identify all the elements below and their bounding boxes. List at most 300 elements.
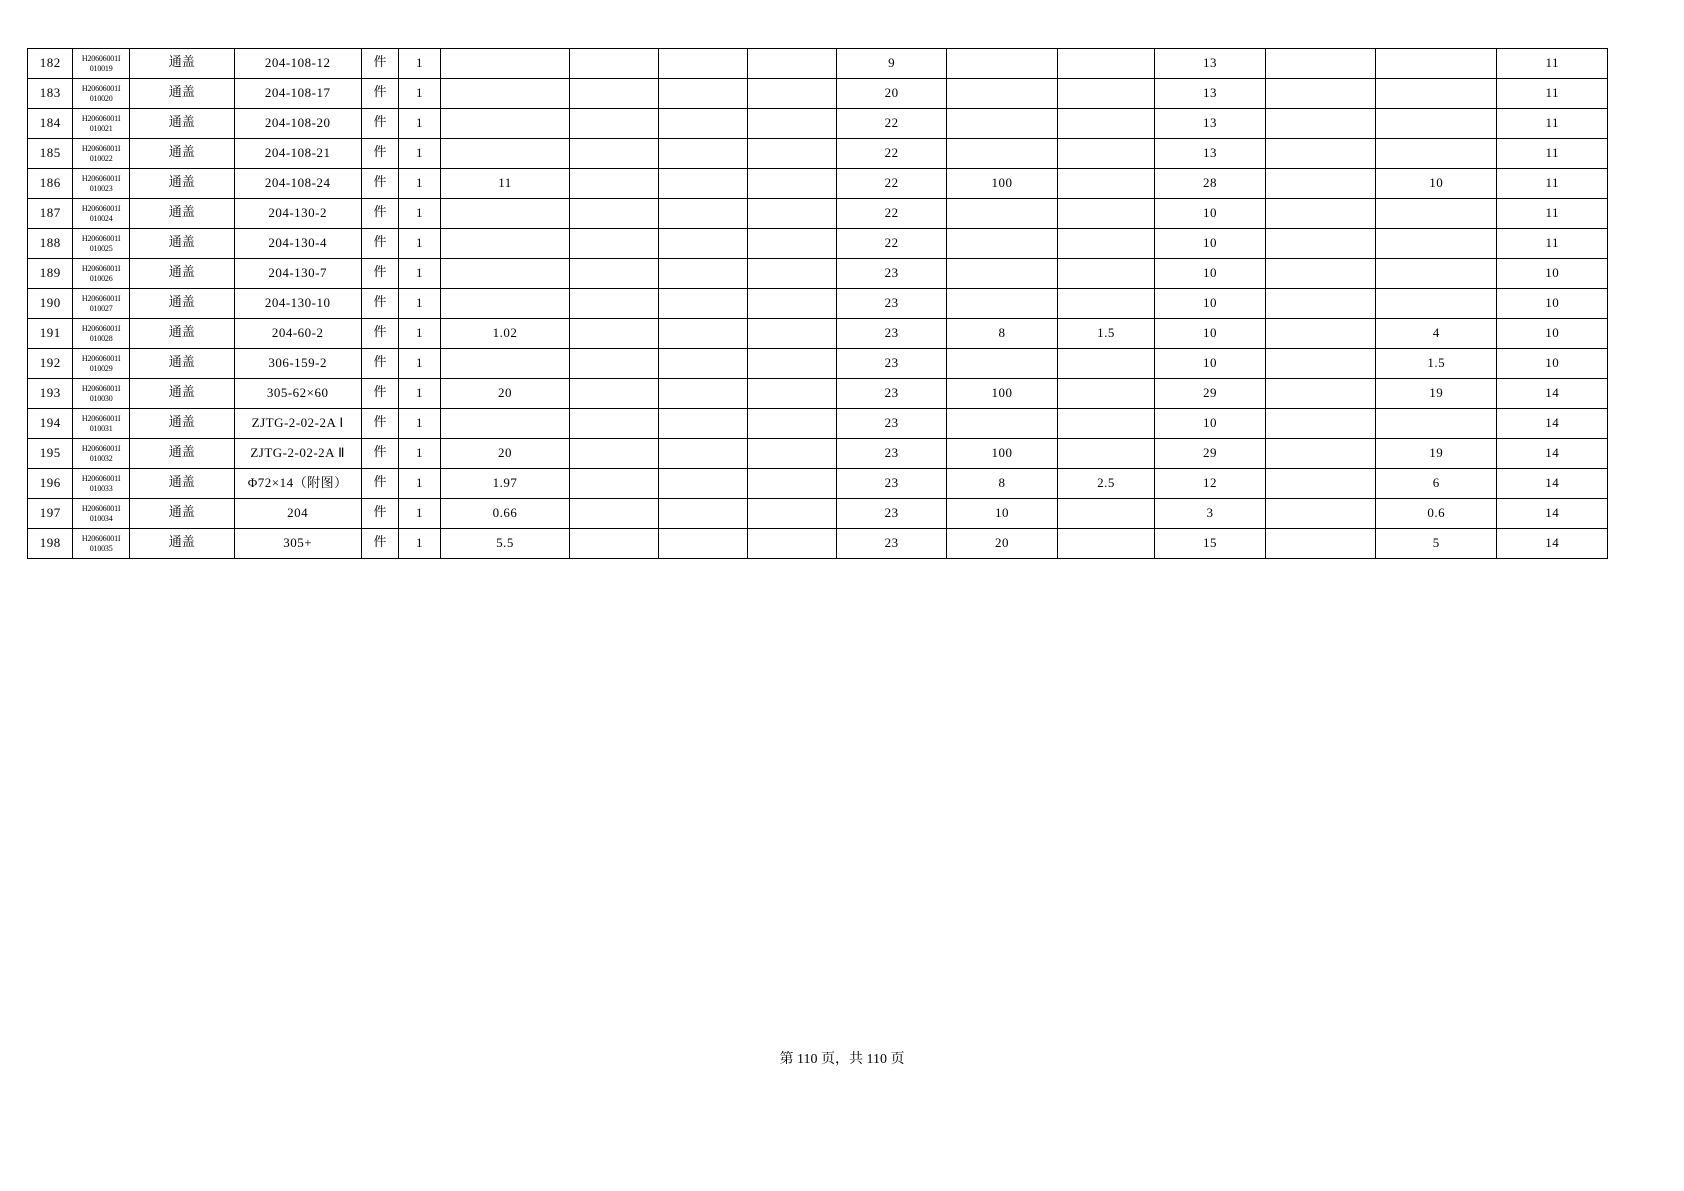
quantity: 1 <box>399 199 440 229</box>
unit: 件 <box>361 289 399 319</box>
quantity: 1 <box>399 349 440 379</box>
col-12 <box>947 409 1057 439</box>
col-7 <box>440 79 570 109</box>
col-13 <box>1057 79 1154 109</box>
col-13 <box>1057 499 1154 529</box>
col-10 <box>748 109 837 139</box>
col-11: 23 <box>836 439 946 469</box>
quantity: 1 <box>399 439 440 469</box>
unit: 件 <box>361 169 399 199</box>
col-16 <box>1376 199 1497 229</box>
col-14: 28 <box>1155 169 1265 199</box>
table-row <box>28 319 1608 349</box>
col-7: 20 <box>440 379 570 409</box>
specification: 204-108-17 <box>234 79 361 109</box>
item-code: H20606001I 010027 <box>73 289 129 319</box>
item-name: 通盖 <box>129 289 234 319</box>
col-10 <box>748 349 837 379</box>
col-10 <box>748 259 837 289</box>
col-8 <box>570 379 659 409</box>
quantity: 1 <box>399 499 440 529</box>
col-10 <box>748 319 837 349</box>
col-9 <box>659 289 748 319</box>
col-13 <box>1057 229 1154 259</box>
item-name: 通盖 <box>129 229 234 259</box>
table-row <box>28 109 1608 139</box>
col-13 <box>1057 289 1154 319</box>
unit: 件 <box>361 499 399 529</box>
col-8 <box>570 289 659 319</box>
col-9 <box>659 349 748 379</box>
col-14: 13 <box>1155 109 1265 139</box>
col-13 <box>1057 169 1154 199</box>
specification: 204-130-2 <box>234 199 361 229</box>
quantity: 1 <box>399 529 440 559</box>
col-10 <box>748 439 837 469</box>
specification: 204 <box>234 499 361 529</box>
table-row <box>28 379 1608 409</box>
specification: Φ72×14（附图） <box>234 469 361 499</box>
col-10 <box>748 139 837 169</box>
col-17: 14 <box>1497 379 1608 409</box>
col-16 <box>1376 79 1497 109</box>
col-7 <box>440 409 570 439</box>
col-17: 10 <box>1497 349 1608 379</box>
col-14: 10 <box>1155 199 1265 229</box>
page-footer <box>0 1048 1684 1068</box>
quantity: 1 <box>399 139 440 169</box>
table-row <box>28 169 1608 199</box>
col-8 <box>570 139 659 169</box>
col-8 <box>570 469 659 499</box>
specification: 306-159-2 <box>234 349 361 379</box>
row-number: 196 <box>28 469 73 499</box>
row-number: 190 <box>28 289 73 319</box>
specification: 305-62×60 <box>234 379 361 409</box>
col-12 <box>947 349 1057 379</box>
row-number: 184 <box>28 109 73 139</box>
col-13 <box>1057 529 1154 559</box>
col-7 <box>440 109 570 139</box>
item-code: H20606001I 010023 <box>73 169 129 199</box>
col-12 <box>947 49 1057 79</box>
col-11: 23 <box>836 529 946 559</box>
col-11: 22 <box>836 169 946 199</box>
item-name: 通盖 <box>129 169 234 199</box>
col-14: 13 <box>1155 49 1265 79</box>
col-10 <box>748 169 837 199</box>
col-8 <box>570 79 659 109</box>
col-15 <box>1265 529 1375 559</box>
quantity: 1 <box>399 409 440 439</box>
col-7 <box>440 259 570 289</box>
col-7: 0.66 <box>440 499 570 529</box>
col-11: 23 <box>836 379 946 409</box>
table-row <box>28 289 1608 319</box>
col-14: 12 <box>1155 469 1265 499</box>
col-17: 11 <box>1497 229 1608 259</box>
col-9 <box>659 79 748 109</box>
col-12 <box>947 139 1057 169</box>
col-7 <box>440 229 570 259</box>
col-13 <box>1057 409 1154 439</box>
col-12: 100 <box>947 439 1057 469</box>
item-code: H20606001I 010022 <box>73 139 129 169</box>
specification: 305+ <box>234 529 361 559</box>
footer-suffix: 页 <box>890 1051 905 1067</box>
col-15 <box>1265 139 1375 169</box>
col-9 <box>659 469 748 499</box>
col-8 <box>570 49 659 79</box>
table-body <box>28 49 1608 559</box>
col-14: 13 <box>1155 79 1265 109</box>
footer-middle: 页，共 <box>821 1051 863 1067</box>
quantity: 1 <box>399 109 440 139</box>
col-12 <box>947 259 1057 289</box>
col-13: 1.5 <box>1057 319 1154 349</box>
row-number: 198 <box>28 529 73 559</box>
unit: 件 <box>361 529 399 559</box>
col-8 <box>570 259 659 289</box>
quantity: 1 <box>399 49 440 79</box>
col-9 <box>659 499 748 529</box>
col-9 <box>659 169 748 199</box>
col-10 <box>748 79 837 109</box>
row-number: 193 <box>28 379 73 409</box>
table-row <box>28 529 1608 559</box>
col-9 <box>659 319 748 349</box>
row-number: 183 <box>28 79 73 109</box>
row-number: 187 <box>28 199 73 229</box>
item-name: 通盖 <box>129 49 234 79</box>
col-8 <box>570 409 659 439</box>
item-code: H20606001I 010032 <box>73 439 129 469</box>
col-11: 20 <box>836 79 946 109</box>
table-row <box>28 79 1608 109</box>
col-15 <box>1265 499 1375 529</box>
col-14: 10 <box>1155 289 1265 319</box>
col-16: 19 <box>1376 439 1497 469</box>
col-16 <box>1376 139 1497 169</box>
col-16 <box>1376 229 1497 259</box>
unit: 件 <box>361 49 399 79</box>
footer-total-pages: 110 <box>866 1052 887 1067</box>
unit: 件 <box>361 379 399 409</box>
col-15 <box>1265 289 1375 319</box>
col-8 <box>570 109 659 139</box>
row-number: 189 <box>28 259 73 289</box>
col-17: 11 <box>1497 169 1608 199</box>
col-9 <box>659 409 748 439</box>
quantity: 1 <box>399 229 440 259</box>
col-9 <box>659 199 748 229</box>
unit: 件 <box>361 349 399 379</box>
item-name: 通盖 <box>129 469 234 499</box>
col-11: 23 <box>836 349 946 379</box>
col-7: 1.97 <box>440 469 570 499</box>
col-17: 14 <box>1497 409 1608 439</box>
row-number: 192 <box>28 349 73 379</box>
col-15 <box>1265 229 1375 259</box>
specification: 204-108-24 <box>234 169 361 199</box>
table-row <box>28 469 1608 499</box>
specification: ZJTG-2-02-2A Ⅰ <box>234 409 361 439</box>
col-11: 22 <box>836 199 946 229</box>
item-code: H20606001I 010019 <box>73 49 129 79</box>
col-17: 11 <box>1497 199 1608 229</box>
table-row <box>28 49 1608 79</box>
unit: 件 <box>361 229 399 259</box>
col-11: 23 <box>836 259 946 289</box>
unit: 件 <box>361 259 399 289</box>
item-code: H20606001I 010035 <box>73 529 129 559</box>
col-17: 11 <box>1497 139 1608 169</box>
col-9 <box>659 259 748 289</box>
col-9 <box>659 529 748 559</box>
col-10 <box>748 49 837 79</box>
col-14: 15 <box>1155 529 1265 559</box>
col-15 <box>1265 79 1375 109</box>
item-name: 通盖 <box>129 439 234 469</box>
col-10 <box>748 469 837 499</box>
col-12: 10 <box>947 499 1057 529</box>
row-number: 185 <box>28 139 73 169</box>
col-10 <box>748 289 837 319</box>
item-code: H20606001I 010021 <box>73 109 129 139</box>
col-17: 14 <box>1497 499 1608 529</box>
col-15 <box>1265 199 1375 229</box>
item-code: H20606001I 010033 <box>73 469 129 499</box>
col-7 <box>440 49 570 79</box>
col-16 <box>1376 49 1497 79</box>
col-17: 14 <box>1497 529 1608 559</box>
col-8 <box>570 199 659 229</box>
col-15 <box>1265 169 1375 199</box>
col-10 <box>748 199 837 229</box>
item-name: 通盖 <box>129 409 234 439</box>
col-12 <box>947 229 1057 259</box>
specification: 204-60-2 <box>234 319 361 349</box>
item-code: H20606001I 010024 <box>73 199 129 229</box>
table-row <box>28 499 1608 529</box>
col-11: 22 <box>836 139 946 169</box>
row-number: 186 <box>28 169 73 199</box>
col-14: 10 <box>1155 229 1265 259</box>
col-8 <box>570 499 659 529</box>
unit: 件 <box>361 319 399 349</box>
col-16: 19 <box>1376 379 1497 409</box>
row-number: 191 <box>28 319 73 349</box>
item-name: 通盖 <box>129 529 234 559</box>
col-7: 20 <box>440 439 570 469</box>
col-16 <box>1376 409 1497 439</box>
footer-current-page: 110 <box>797 1052 818 1067</box>
col-8 <box>570 169 659 199</box>
col-12: 20 <box>947 529 1057 559</box>
col-16: 0.6 <box>1376 499 1497 529</box>
table-row <box>28 199 1608 229</box>
unit: 件 <box>361 439 399 469</box>
table-row <box>28 259 1608 289</box>
unit: 件 <box>361 139 399 169</box>
col-15 <box>1265 259 1375 289</box>
col-15 <box>1265 439 1375 469</box>
col-15 <box>1265 379 1375 409</box>
col-10 <box>748 409 837 439</box>
col-7: 1.02 <box>440 319 570 349</box>
col-17: 10 <box>1497 289 1608 319</box>
col-16 <box>1376 289 1497 319</box>
col-11: 23 <box>836 499 946 529</box>
footer-prefix: 第 <box>779 1051 794 1067</box>
col-10 <box>748 229 837 259</box>
col-16: 10 <box>1376 169 1497 199</box>
col-15 <box>1265 49 1375 79</box>
specification: 204-130-7 <box>234 259 361 289</box>
specification: 204-130-10 <box>234 289 361 319</box>
col-13 <box>1057 49 1154 79</box>
col-7 <box>440 289 570 319</box>
col-14: 29 <box>1155 379 1265 409</box>
item-name: 通盖 <box>129 109 234 139</box>
col-13 <box>1057 139 1154 169</box>
item-code: H20606001I 010034 <box>73 499 129 529</box>
col-13: 2.5 <box>1057 469 1154 499</box>
col-14: 29 <box>1155 439 1265 469</box>
col-12 <box>947 109 1057 139</box>
col-13 <box>1057 439 1154 469</box>
col-17: 14 <box>1497 469 1608 499</box>
col-7 <box>440 199 570 229</box>
col-15 <box>1265 469 1375 499</box>
specification: 204-130-4 <box>234 229 361 259</box>
quantity: 1 <box>399 79 440 109</box>
col-10 <box>748 379 837 409</box>
col-14: 13 <box>1155 139 1265 169</box>
quantity: 1 <box>399 469 440 499</box>
item-code: H20606001I 010025 <box>73 229 129 259</box>
col-11: 23 <box>836 319 946 349</box>
quantity: 1 <box>399 379 440 409</box>
row-number: 197 <box>28 499 73 529</box>
col-12 <box>947 199 1057 229</box>
col-13 <box>1057 199 1154 229</box>
col-9 <box>659 379 748 409</box>
col-16 <box>1376 259 1497 289</box>
col-11: 23 <box>836 289 946 319</box>
table-row <box>28 349 1608 379</box>
item-name: 通盖 <box>129 379 234 409</box>
col-17: 11 <box>1497 79 1608 109</box>
quantity: 1 <box>399 319 440 349</box>
bill-of-quantities-table <box>27 48 1608 559</box>
col-11: 23 <box>836 409 946 439</box>
unit: 件 <box>361 199 399 229</box>
item-name: 通盖 <box>129 79 234 109</box>
col-12: 100 <box>947 169 1057 199</box>
item-name: 通盖 <box>129 499 234 529</box>
item-code: H20606001I 010026 <box>73 259 129 289</box>
col-13 <box>1057 379 1154 409</box>
unit: 件 <box>361 109 399 139</box>
col-15 <box>1265 409 1375 439</box>
col-13 <box>1057 109 1154 139</box>
col-9 <box>659 139 748 169</box>
col-12 <box>947 79 1057 109</box>
table-row <box>28 409 1608 439</box>
item-name: 通盖 <box>129 259 234 289</box>
quantity: 1 <box>399 289 440 319</box>
row-number: 182 <box>28 49 73 79</box>
item-name: 通盖 <box>129 139 234 169</box>
col-17: 10 <box>1497 259 1608 289</box>
table-row <box>28 229 1608 259</box>
specification: ZJTG-2-02-2A Ⅱ <box>234 439 361 469</box>
item-code: H20606001I 010031 <box>73 409 129 439</box>
specification: 204-108-20 <box>234 109 361 139</box>
col-9 <box>659 109 748 139</box>
unit: 件 <box>361 409 399 439</box>
col-11: 22 <box>836 109 946 139</box>
col-11: 22 <box>836 229 946 259</box>
bill-of-quantities-table-wrapper <box>27 48 1608 559</box>
col-7: 5.5 <box>440 529 570 559</box>
col-7: 11 <box>440 169 570 199</box>
col-7 <box>440 139 570 169</box>
col-17: 10 <box>1497 319 1608 349</box>
col-16: 1.5 <box>1376 349 1497 379</box>
col-16: 6 <box>1376 469 1497 499</box>
col-9 <box>659 439 748 469</box>
col-15 <box>1265 319 1375 349</box>
item-code: H20606001I 010029 <box>73 349 129 379</box>
item-name: 通盖 <box>129 199 234 229</box>
col-17: 14 <box>1497 439 1608 469</box>
col-16: 5 <box>1376 529 1497 559</box>
col-12: 100 <box>947 379 1057 409</box>
col-8 <box>570 229 659 259</box>
unit: 件 <box>361 469 399 499</box>
col-11: 9 <box>836 49 946 79</box>
col-14: 10 <box>1155 349 1265 379</box>
col-14: 10 <box>1155 409 1265 439</box>
col-8 <box>570 529 659 559</box>
col-14: 3 <box>1155 499 1265 529</box>
row-number: 188 <box>28 229 73 259</box>
col-8 <box>570 439 659 469</box>
row-number: 195 <box>28 439 73 469</box>
col-8 <box>570 349 659 379</box>
table-row <box>28 139 1608 169</box>
quantity: 1 <box>399 169 440 199</box>
item-name: 通盖 <box>129 319 234 349</box>
col-9 <box>659 229 748 259</box>
row-number: 194 <box>28 409 73 439</box>
col-17: 11 <box>1497 49 1608 79</box>
col-12 <box>947 289 1057 319</box>
col-13 <box>1057 259 1154 289</box>
col-17: 11 <box>1497 109 1608 139</box>
col-12: 8 <box>947 319 1057 349</box>
col-8 <box>570 319 659 349</box>
col-11: 23 <box>836 469 946 499</box>
col-16: 4 <box>1376 319 1497 349</box>
col-14: 10 <box>1155 259 1265 289</box>
col-9 <box>659 49 748 79</box>
col-14: 10 <box>1155 319 1265 349</box>
item-name: 通盖 <box>129 349 234 379</box>
table-row <box>28 439 1608 469</box>
